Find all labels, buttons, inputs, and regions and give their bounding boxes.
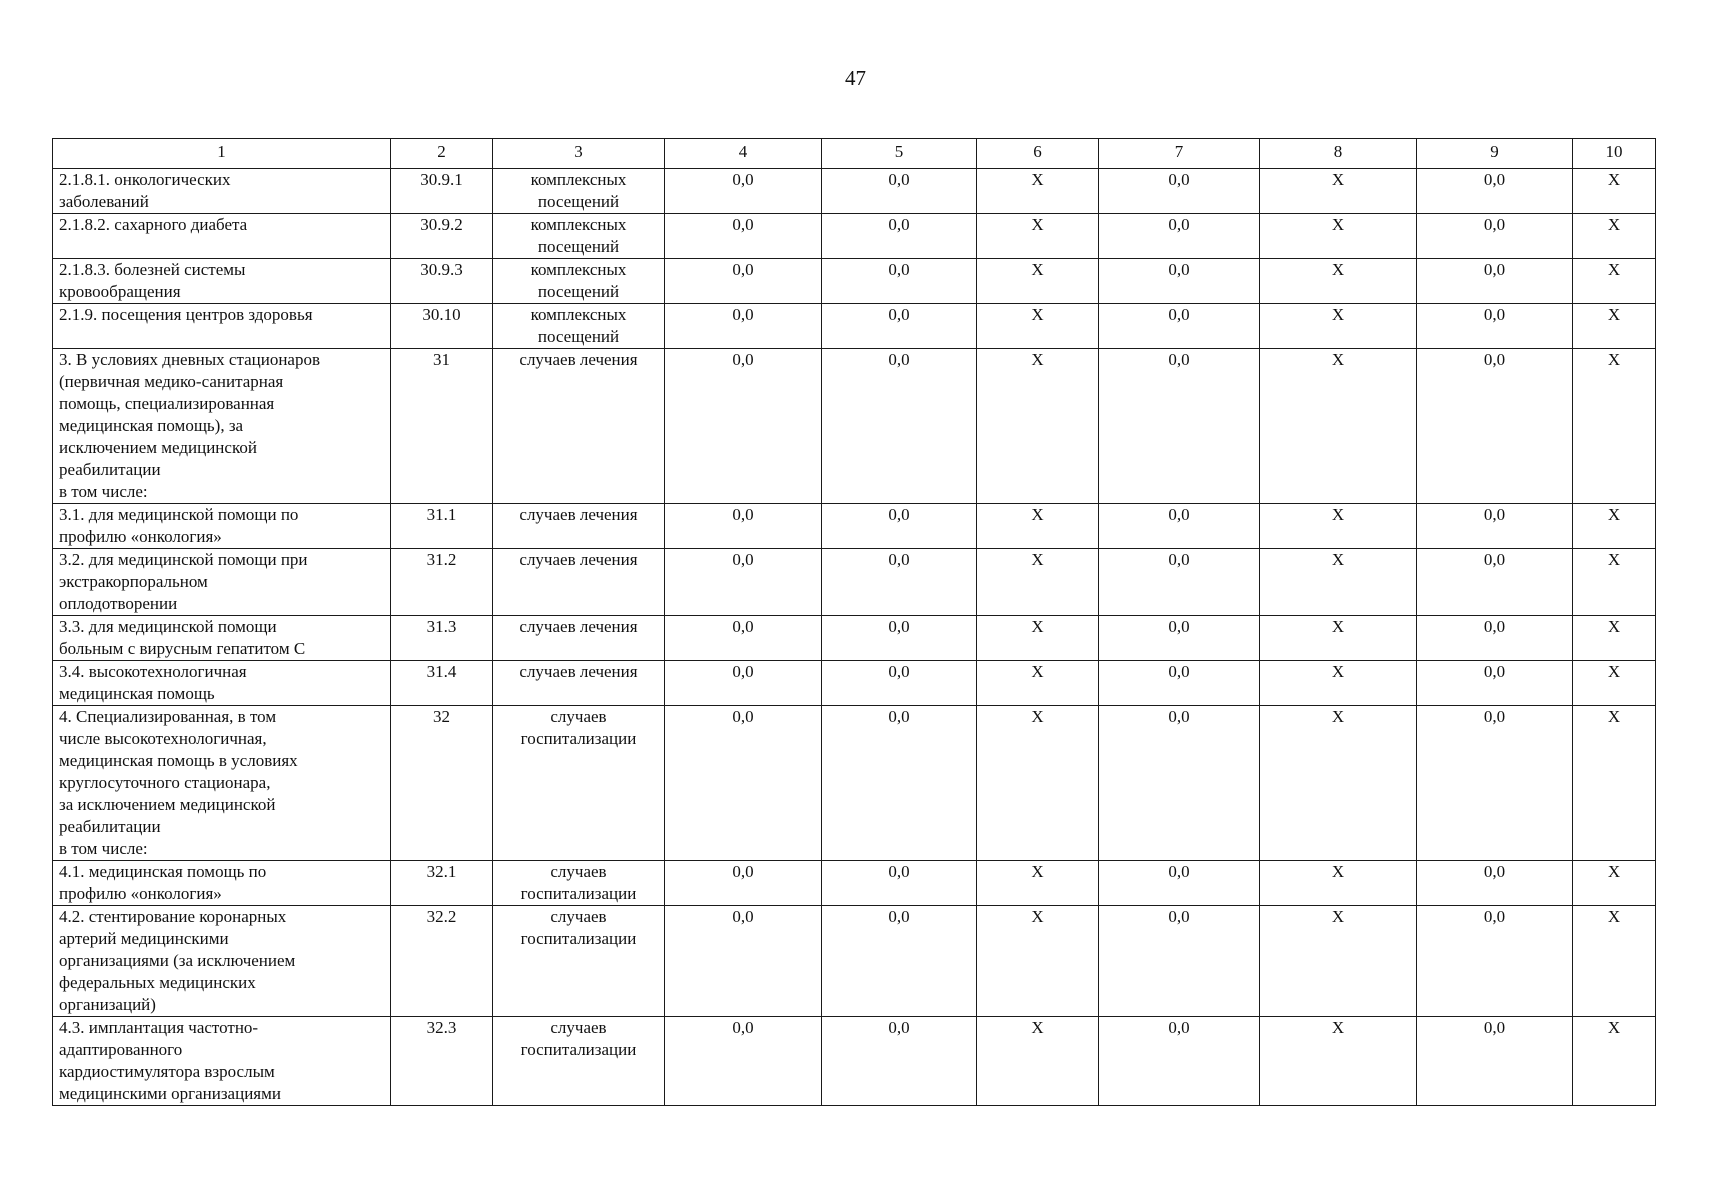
cell-col-7: 0,0 — [1099, 616, 1260, 661]
cell-col-8: X — [1260, 549, 1417, 616]
cell-col-7: 0,0 — [1099, 259, 1260, 304]
column-header-4: 4 — [665, 139, 822, 169]
row-name: 4.1. медицинская помощь по профилю «онкология» — [53, 861, 391, 906]
row-unit: случаев госпитализации — [493, 906, 665, 1017]
cell-col-9: 0,0 — [1417, 504, 1573, 549]
cell-col-8: X — [1260, 616, 1417, 661]
row-name: 3.4. высокотехнологичная медицинская помощь — [53, 661, 391, 706]
cell-col-9: 0,0 — [1417, 549, 1573, 616]
row-name: 2.1.8.1. онкологических заболеваний — [53, 169, 391, 214]
page-number: 47 — [845, 66, 866, 90]
row-name: 3.3. для медицинской помощи больным с вирусным гепатитом С — [53, 616, 391, 661]
row-name: 4.3. имплантация частотно- адаптированного кардиостимулятора взрослым медицинскими организациями — [53, 1017, 391, 1106]
cell-col-9: 0,0 — [1417, 706, 1573, 861]
column-header-10: 10 — [1573, 139, 1656, 169]
table-row — [53, 549, 1656, 616]
cell-col-10: X — [1573, 616, 1656, 661]
row-code: 32.2 — [391, 906, 493, 1017]
cell-col-4: 0,0 — [665, 504, 822, 549]
row-unit: комплексных посещений — [493, 304, 665, 349]
column-header-3: 3 — [493, 139, 665, 169]
cell-col-5: 0,0 — [822, 504, 977, 549]
cell-col-9: 0,0 — [1417, 259, 1573, 304]
table-row — [53, 349, 1656, 504]
table-row — [53, 906, 1656, 1017]
cell-col-10: X — [1573, 661, 1656, 706]
cell-col-8: X — [1260, 661, 1417, 706]
cell-col-9: 0,0 — [1417, 214, 1573, 259]
data-table — [52, 138, 1656, 1106]
cell-col-7: 0,0 — [1099, 661, 1260, 706]
cell-col-4: 0,0 — [665, 169, 822, 214]
cell-col-10: X — [1573, 259, 1656, 304]
table-row — [53, 214, 1656, 259]
cell-col-9: 0,0 — [1417, 304, 1573, 349]
cell-col-4: 0,0 — [665, 349, 822, 504]
cell-col-10: X — [1573, 906, 1656, 1017]
cell-col-4: 0,0 — [665, 214, 822, 259]
row-code: 31.2 — [391, 549, 493, 616]
cell-col-9: 0,0 — [1417, 349, 1573, 504]
cell-col-6: X — [977, 214, 1099, 259]
cell-col-9: 0,0 — [1417, 661, 1573, 706]
cell-col-5: 0,0 — [822, 661, 977, 706]
cell-col-5: 0,0 — [822, 169, 977, 214]
cell-col-8: X — [1260, 169, 1417, 214]
table-row — [53, 1017, 1656, 1106]
cell-col-5: 0,0 — [822, 304, 977, 349]
table-row — [53, 616, 1656, 661]
cell-col-4: 0,0 — [665, 616, 822, 661]
row-code: 31.4 — [391, 661, 493, 706]
cell-col-10: X — [1573, 1017, 1656, 1106]
row-code: 32.3 — [391, 1017, 493, 1106]
column-header-5: 5 — [822, 139, 977, 169]
cell-col-8: X — [1260, 1017, 1417, 1106]
cell-col-7: 0,0 — [1099, 304, 1260, 349]
cell-col-8: X — [1260, 906, 1417, 1017]
row-unit: случаев лечения — [493, 504, 665, 549]
cell-col-5: 0,0 — [822, 259, 977, 304]
cell-col-10: X — [1573, 214, 1656, 259]
cell-col-9: 0,0 — [1417, 906, 1573, 1017]
column-header-8: 8 — [1260, 139, 1417, 169]
cell-col-9: 0,0 — [1417, 1017, 1573, 1106]
row-unit: случаев госпитализации — [493, 706, 665, 861]
row-code: 32 — [391, 706, 493, 861]
cell-col-8: X — [1260, 504, 1417, 549]
cell-col-8: X — [1260, 259, 1417, 304]
row-name: 2.1.9. посещения центров здоровья — [53, 304, 391, 349]
cell-col-8: X — [1260, 214, 1417, 259]
cell-col-10: X — [1573, 504, 1656, 549]
cell-col-7: 0,0 — [1099, 504, 1260, 549]
cell-col-4: 0,0 — [665, 906, 822, 1017]
row-name: 4. Специализированная, в том числе высокотехнологичная, медицинская помощь в условиях круглосуточного стационара, за исключением медицинской реабилитации в том числе: — [53, 706, 391, 861]
row-unit: случаев лечения — [493, 616, 665, 661]
cell-col-7: 0,0 — [1099, 214, 1260, 259]
cell-col-8: X — [1260, 861, 1417, 906]
row-unit: случаев госпитализации — [493, 861, 665, 906]
column-header-1: 1 — [53, 139, 391, 169]
cell-col-9: 0,0 — [1417, 616, 1573, 661]
row-name: 2.1.8.3. болезней системы кровообращения — [53, 259, 391, 304]
cell-col-6: X — [977, 259, 1099, 304]
cell-col-6: X — [977, 549, 1099, 616]
cell-col-5: 0,0 — [822, 616, 977, 661]
cell-col-9: 0,0 — [1417, 169, 1573, 214]
cell-col-7: 0,0 — [1099, 549, 1260, 616]
cell-col-10: X — [1573, 549, 1656, 616]
cell-col-4: 0,0 — [665, 259, 822, 304]
cell-col-6: X — [977, 304, 1099, 349]
table-row — [53, 169, 1656, 214]
row-code: 30.9.1 — [391, 169, 493, 214]
row-name: 4.2. стентирование коронарных артерий медицинскими организациями (за исключением федеральных медицинских организаций) — [53, 906, 391, 1017]
cell-col-4: 0,0 — [665, 661, 822, 706]
table-row — [53, 259, 1656, 304]
cell-col-5: 0,0 — [822, 214, 977, 259]
cell-col-4: 0,0 — [665, 706, 822, 861]
column-header-2: 2 — [391, 139, 493, 169]
cell-col-5: 0,0 — [822, 861, 977, 906]
cell-col-10: X — [1573, 349, 1656, 504]
cell-col-7: 0,0 — [1099, 906, 1260, 1017]
cell-col-8: X — [1260, 304, 1417, 349]
cell-col-6: X — [977, 1017, 1099, 1106]
row-code: 30.10 — [391, 304, 493, 349]
cell-col-7: 0,0 — [1099, 349, 1260, 504]
cell-col-6: X — [977, 906, 1099, 1017]
row-code: 31.3 — [391, 616, 493, 661]
cell-col-10: X — [1573, 304, 1656, 349]
cell-col-4: 0,0 — [665, 1017, 822, 1106]
cell-col-4: 0,0 — [665, 549, 822, 616]
table-row — [53, 861, 1656, 906]
table-row — [53, 661, 1656, 706]
cell-col-4: 0,0 — [665, 861, 822, 906]
cell-col-6: X — [977, 504, 1099, 549]
cell-col-5: 0,0 — [822, 549, 977, 616]
cell-col-7: 0,0 — [1099, 706, 1260, 861]
table-row — [53, 304, 1656, 349]
row-unit: случаев лечения — [493, 549, 665, 616]
row-unit: комплексных посещений — [493, 169, 665, 214]
row-code: 31 — [391, 349, 493, 504]
row-code: 31.1 — [391, 504, 493, 549]
cell-col-5: 0,0 — [822, 706, 977, 861]
row-code: 30.9.3 — [391, 259, 493, 304]
column-header-6: 6 — [977, 139, 1099, 169]
column-header-9: 9 — [1417, 139, 1573, 169]
row-unit: случаев лечения — [493, 661, 665, 706]
header-row — [53, 139, 1656, 169]
cell-col-9: 0,0 — [1417, 861, 1573, 906]
cell-col-10: X — [1573, 861, 1656, 906]
row-code: 32.1 — [391, 861, 493, 906]
row-name: 3.2. для медицинской помощи при экстракорпоральном оплодотворении — [53, 549, 391, 616]
row-unit: комплексных посещений — [493, 214, 665, 259]
cell-col-5: 0,0 — [822, 1017, 977, 1106]
column-header-7: 7 — [1099, 139, 1260, 169]
table-row — [53, 504, 1656, 549]
cell-col-5: 0,0 — [822, 349, 977, 504]
row-unit: случаев лечения — [493, 349, 665, 504]
cell-col-6: X — [977, 349, 1099, 504]
table-body — [53, 169, 1656, 1106]
cell-col-6: X — [977, 861, 1099, 906]
cell-col-8: X — [1260, 706, 1417, 861]
cell-col-6: X — [977, 706, 1099, 861]
cell-col-6: X — [977, 616, 1099, 661]
cell-col-6: X — [977, 169, 1099, 214]
cell-col-6: X — [977, 661, 1099, 706]
cell-col-4: 0,0 — [665, 304, 822, 349]
row-name: 3.1. для медицинской помощи по профилю «онкология» — [53, 504, 391, 549]
row-unit: комплексных посещений — [493, 259, 665, 304]
table-row — [53, 706, 1656, 861]
cell-col-8: X — [1260, 349, 1417, 504]
row-unit: случаев госпитализации — [493, 1017, 665, 1106]
row-name: 3. В условиях дневных стационаров (первичная медико-санитарная помощь, специализированная медицинская помощь), за исключением медицинской реабилитации в том числе: — [53, 349, 391, 504]
row-code: 30.9.2 — [391, 214, 493, 259]
cell-col-10: X — [1573, 169, 1656, 214]
cell-col-5: 0,0 — [822, 906, 977, 1017]
cell-col-7: 0,0 — [1099, 169, 1260, 214]
cell-col-10: X — [1573, 706, 1656, 861]
cell-col-7: 0,0 — [1099, 861, 1260, 906]
cell-col-7: 0,0 — [1099, 1017, 1260, 1106]
row-name: 2.1.8.2. сахарного диабета — [53, 214, 391, 259]
